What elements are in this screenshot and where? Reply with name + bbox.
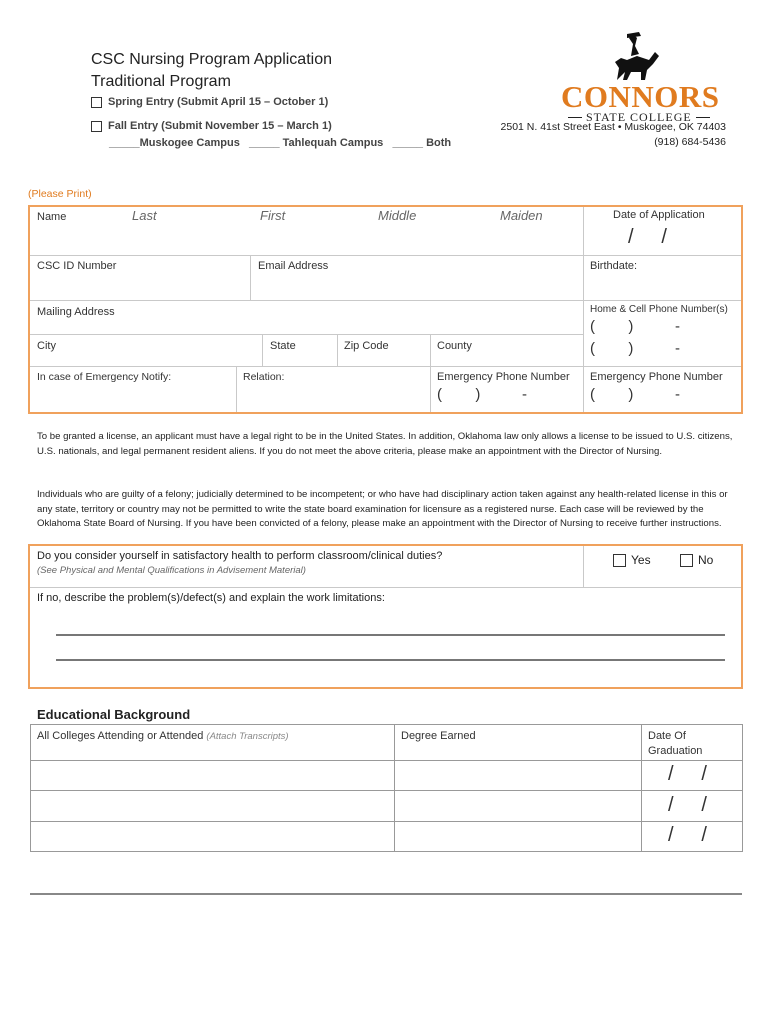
degree-column-header: Degree Earned	[401, 730, 476, 742]
bronc-rider-logo-icon	[597, 30, 667, 86]
page-subtitle: Traditional Program	[91, 73, 231, 90]
degree-field[interactable]	[396, 792, 640, 820]
col-divider	[262, 335, 263, 366]
county-label: County	[437, 340, 472, 352]
graduation-date-field[interactable]: / /	[668, 824, 707, 846]
emergency-phone-label-2: Emergency Phone Number	[590, 371, 723, 383]
relation-label: Relation:	[243, 371, 285, 383]
table-col-divider	[394, 725, 395, 851]
college-field[interactable]	[32, 762, 393, 789]
health-question: Do you consider yourself in satisfactory health to perform classroom/clinical duties?	[37, 550, 443, 562]
education-heading: Educational Background	[37, 707, 191, 722]
col-divider	[430, 367, 431, 412]
please-print-note: (Please Print)	[28, 188, 92, 200]
bottom-rule	[30, 893, 742, 895]
emergency-phone-field-1[interactable]: ( ) -	[437, 386, 527, 403]
graduation-date-field[interactable]: / /	[668, 794, 707, 816]
college-field[interactable]	[32, 823, 393, 850]
health-no-option[interactable]	[680, 553, 713, 567]
email-field[interactable]	[252, 274, 582, 298]
fall-entry-label: Fall Entry (Submit November 15 – March 1)	[108, 120, 332, 132]
date-of-application-field[interactable]: / /	[628, 226, 667, 248]
health-yes-checkbox[interactable]	[613, 554, 626, 567]
zip-code-label: Zip Code	[344, 340, 389, 352]
graduation-column-header-line1: Date Of	[648, 730, 686, 742]
college-address: 2501 N. 41st Street East • Muskogee, OK 74403	[500, 121, 726, 133]
describe-line-1[interactable]	[56, 634, 725, 636]
degree-field[interactable]	[396, 762, 640, 789]
mailing-address-label: Mailing Address	[37, 306, 115, 318]
page-title: CSC Nursing Program Application	[91, 51, 332, 68]
spring-entry-option[interactable]	[91, 96, 328, 108]
col-divider	[583, 546, 584, 587]
logo-rule-left	[568, 117, 582, 118]
table-row-divider	[31, 760, 742, 761]
graduation-column-header-line2: Graduation	[648, 745, 703, 757]
col-divider	[250, 256, 251, 300]
logo-name: CONNORS	[561, 79, 720, 114]
row-divider	[30, 334, 583, 335]
home-phone-field[interactable]: ( ) -	[590, 318, 680, 335]
state-label: State	[270, 340, 296, 352]
emergency-contact-label: In case of Emergency Notify:	[37, 371, 172, 383]
first-name-field[interactable]: First	[260, 208, 286, 223]
row-divider	[30, 366, 741, 367]
col-divider	[583, 207, 584, 412]
date-of-application-label: Date of Application	[613, 209, 705, 221]
csc-id-field[interactable]	[31, 274, 249, 298]
row-divider	[30, 587, 741, 588]
health-describe-label: If no, describe the problem(s)/defect(s) and explain the work limitations:	[37, 592, 385, 604]
legal-residency-notice: To be granted a license, an applicant must have a legal right to be in the United States. In addition, Oklahoma law only allows a license to be issued to U.S. citizens, U.S. nationals, and legal permanent resident aliens. If you do not meet the above criteria, please make an appointment with the Director of Nursing.	[37, 431, 733, 457]
middle-name-field[interactable]: Middle	[378, 208, 417, 223]
describe-line-2[interactable]	[56, 659, 725, 661]
col-divider	[430, 335, 431, 366]
degree-field[interactable]	[396, 823, 640, 850]
health-no-checkbox[interactable]	[680, 554, 693, 567]
table-row-divider	[31, 821, 742, 822]
cell-phone-field[interactable]: ( ) -	[590, 340, 680, 357]
table-col-divider	[641, 725, 642, 851]
fall-entry-checkbox[interactable]	[91, 121, 102, 132]
emergency-phone-field-2[interactable]: ( ) -	[590, 386, 680, 403]
birthdate-label: Birthdate:	[590, 260, 638, 272]
health-no-label: No	[698, 553, 714, 567]
logo-subtitle: STATE COLLEGE	[586, 110, 692, 124]
csc-id-label: CSC ID Number	[37, 260, 117, 272]
campus-selection[interactable]: _____Muskogee Campus _____ Tahlequah Campus _____ Both	[109, 137, 452, 149]
row-divider	[30, 255, 741, 256]
logo-rule-right	[696, 117, 710, 118]
name-label: Name	[37, 211, 67, 223]
phone-numbers-label: Home & Cell Phone Number(s)	[590, 304, 728, 315]
college-field[interactable]	[32, 792, 393, 820]
city-label: City	[37, 340, 56, 352]
mailing-address-field[interactable]	[140, 303, 580, 332]
maiden-name-field[interactable]: Maiden	[500, 208, 543, 223]
attach-transcripts-note: (Attach Transcripts)	[206, 731, 289, 742]
health-yes-label: Yes	[631, 553, 651, 567]
fall-entry-option[interactable]	[91, 120, 332, 132]
row-divider	[30, 300, 741, 301]
spring-entry-checkbox[interactable]	[91, 97, 102, 108]
felony-notice: Individuals who are guilty of a felony; judicially determined to be incompetent; or who have had disciplinary action taken against any health-related license in this or any state, territory or country may not be permitted to write the state board examination for licensure as a registered nurse. Each case will be reviewed by the Oklahoma State Board of Nursing. If you have been convicted of a felony, please make an appointment with the Director of Nursing to receive further instructions.	[37, 489, 728, 529]
email-label: Email Address	[258, 260, 329, 272]
health-yes-option[interactable]	[613, 553, 651, 567]
colleges-column-label: All Colleges Attending or Attended	[37, 730, 204, 742]
graduation-date-field[interactable]: / /	[668, 763, 707, 785]
emergency-phone-label-1: Emergency Phone Number	[437, 371, 570, 383]
table-row-divider	[31, 790, 742, 791]
health-question-note: (See Physical and Mental Qualifications in Advisement Material)	[37, 565, 306, 576]
colleges-column-header	[37, 730, 289, 742]
col-divider	[337, 335, 338, 366]
spring-entry-label: Spring Entry (Submit April 15 – October 1)	[108, 96, 329, 108]
col-divider	[236, 367, 237, 412]
college-phone: (918) 684-5436	[654, 136, 726, 148]
last-name-field[interactable]: Last	[132, 208, 157, 223]
